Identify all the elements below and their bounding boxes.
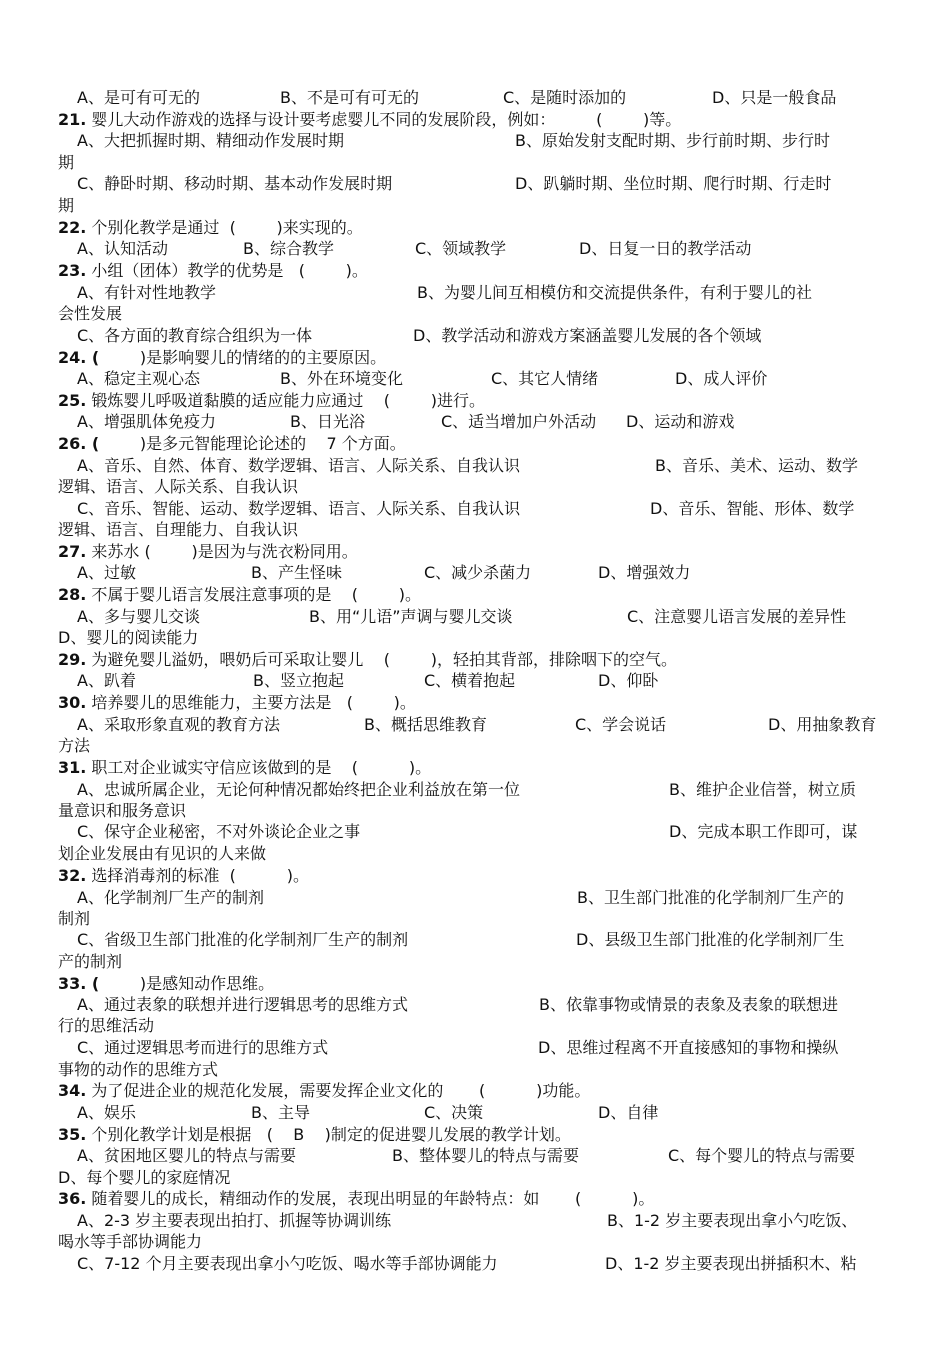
question-text: 随着婴儿的成长，精细动作的发展，表现出明显的年龄特点：如 ( )。 [86,1189,655,1208]
question-text: 婴儿大动作游戏的选择与设计要考虑婴儿不同的发展阶段，例如： ( )等。 [86,110,682,129]
continuation-line: D、每个婴儿的家庭情况 [58,1168,231,1187]
option-choice: A、增强肌体免疫力 [77,412,216,431]
continuation-line: 产的制剂 [58,952,123,971]
option-choice: A、贫困地区婴儿的特点与需要 [77,1146,296,1165]
option-choice: C、减少杀菌力 [424,563,532,582]
option-choice: A、化学制剂厂生产的制剂 [77,888,264,907]
option-choice: A、有针对性地教学 [77,283,216,302]
option-choice: B、外在环境变化 [280,369,403,388]
question-text: 不属于婴儿语言发展注意事项的是 ( )。 [86,585,421,604]
option-choice: D、完成本职工作即可，谋 [669,822,858,841]
option-choice: A、忠诚所属企业，无论何种情况都始终把企业利益放在第一位 [77,780,520,799]
question-line [58,585,421,605]
option-choice: D、1-2 岁主要表现出拼插积木、粘 [605,1254,857,1273]
question-line [58,1125,571,1145]
question-line [58,110,681,130]
question-text: 小组（团体）教学的优势是 ( )。 [86,261,368,280]
option-choice: C、省级卫生部门批准的化学制剂厂生产的制剂 [77,930,409,949]
option-choice: D、仰卧 [598,671,659,690]
option-choice: B、主导 [251,1103,310,1122]
option-choice: D、只是一般食品 [712,88,837,107]
option-choice: C、适当增加户外活动 [441,412,597,431]
option-choice: B、概括思维教育 [364,715,487,734]
option-choice: C、7-12 个月主要表现出拿小勺吃饭、喝水等手部协调能力 [77,1254,498,1273]
option-choice: D、自律 [598,1103,659,1122]
option-choice: D、运动和游戏 [626,412,735,431]
question-line [58,1081,590,1101]
option-choice: A、通过表象的联想并进行逻辑思考的思维方式 [77,995,408,1014]
continuation-line: 量意识和服务意识 [58,801,187,820]
question-text: 选择消毒剂的标准 ( )。 [86,866,309,885]
question-text: 锻炼婴儿呼吸道黏膜的适应能力应通过 ( )进行。 [86,391,485,410]
option-choice: B、日光浴 [290,412,365,431]
question-line [58,434,406,454]
option-choice: A、过敏 [77,563,136,582]
option-choice: B、卫生部门批准的化学制剂厂生产的 [577,888,844,907]
continuation-line: 方法 [58,736,91,755]
option-choice: C、注意婴儿语言发展的差异性 [627,607,847,626]
continuation-line: 会性发展 [58,304,123,323]
question-line [58,1189,654,1209]
option-choice: A、是可有可无的 [77,88,200,107]
option-choice: D、趴躺时期、坐位时期、爬行时期、行走时 [515,174,832,193]
option-choice: D、成人评价 [675,369,768,388]
continuation-line: D、婴儿的阅读能力 [58,628,199,647]
question-line [58,218,363,238]
continuation-line: 制剂 [58,909,91,928]
question-text: 为了促进企业的规范化发展，需要发挥企业文化的 ( )功能。 [86,1081,591,1100]
option-choice: B、1-2 岁主要表现出拿小勺吃饭、 [607,1211,858,1230]
question-line [58,758,431,778]
question-number: 27. [58,542,87,561]
continuation-line: 逻辑、语言、人际关系、自我认识 [58,477,299,496]
question-number: 26. ( [58,434,100,453]
question-number: 21. [58,110,87,129]
option-choice: C、决策 [424,1103,484,1122]
option-choice: B、用“儿语”声调与婴儿交谈 [309,607,513,626]
question-number: 22. [58,218,87,237]
option-choice: B、竖立抱起 [253,671,344,690]
question-line [58,650,677,670]
question-number: 33. ( [58,974,100,993]
question-line [58,542,358,562]
question-text: 来苏水 ( )是因为与洗衣粉同用。 [86,542,358,561]
option-choice: C、横着抱起 [424,671,516,690]
question-line [58,974,274,994]
option-choice: D、日复一日的教学活动 [579,239,752,258]
option-choice: A、娱乐 [77,1103,136,1122]
option-choice: B、整体婴儿的特点与需要 [392,1146,579,1165]
question-number: 34. [58,1081,87,1100]
option-choice: A、稳定主观心态 [77,369,200,388]
option-choice: D、音乐、智能、形体、数学 [650,499,855,518]
option-choice: D、增强效力 [598,563,691,582]
question-text: 为避免婴儿溢奶，喂奶后可采取让婴儿 ( )，轻拍其背部，排除咽下的空气。 [86,650,677,669]
question-line [58,261,368,281]
option-choice: B、音乐、美术、运动、数学 [655,456,858,475]
option-choice: C、音乐、智能、运动、数学逻辑、语言、人际关系、自我认识 [77,499,521,518]
option-choice: B、原始发射支配时期、步行前时期、步行时 [515,131,830,150]
question-number: 31. [58,758,87,777]
continuation-line: 逻辑、语言、自理能力、自我认识 [58,520,299,539]
option-choice: C、领域教学 [415,239,507,258]
option-choice: B、产生怪味 [251,563,342,582]
option-choice: C、其它人情绪 [491,369,599,388]
option-choice: C、各方面的教育综合组织为一体 [77,326,313,345]
option-choice: A、音乐、自然、体育、数学逻辑、语言、人际关系、自我认识 [77,456,520,475]
question-number: 32. [58,866,87,885]
continuation-line: 期 [58,196,75,215]
question-text: )是感知动作思维。 [99,974,275,993]
option-choice: D、教学活动和游戏方案涵盖婴儿发展的各个领域 [413,326,762,345]
continuation-line: 事物的动作的思维方式 [58,1060,219,1079]
question-text: 个别化教学是通过 ( )来实现的。 [86,218,363,237]
option-choice: C、学会说话 [575,715,667,734]
option-choice: D、思维过程离不开直接感知的事物和操纵 [538,1038,839,1057]
question-number: 35. [58,1125,87,1144]
continuation-line: 划企业发展由有见识的人来做 [58,844,267,863]
option-choice: A、采取形象直观的教育方法 [77,715,280,734]
question-text: )是多元智能理论论述的 7 个方面。 [99,434,406,453]
question-line [58,866,309,886]
question-text: 职工对企业诚实守信应该做到的是 ( )。 [86,758,432,777]
question-number: 30. [58,693,87,712]
option-choice: A、趴着 [77,671,136,690]
question-line [58,348,386,368]
option-choice: A、2-3 岁主要表现出拍打、抓握等协调训练 [77,1211,392,1230]
question-line [58,391,485,411]
option-choice: B、维护企业信誉，树立质 [669,780,856,799]
question-text: 个别化教学计划是根据 ( B )制定的促进婴儿发展的教学计划。 [86,1125,571,1144]
option-choice: C、每个婴儿的特点与需要 [668,1146,856,1165]
option-choice: C、静卧时期、移动时期、基本动作发展时期 [77,174,393,193]
question-number: 24. ( [58,348,100,367]
option-choice: A、认知活动 [77,239,168,258]
option-choice: B、依靠事物或情景的表象及表象的联想进 [539,995,838,1014]
option-choice: D、用抽象教育 [768,715,877,734]
option-choice: C、是随时添加的 [503,88,627,107]
continuation-line: 喝水等手部协调能力 [58,1232,203,1251]
question-text: 培养婴儿的思维能力，主要方法是 ( )。 [86,693,416,712]
option-choice: C、通过逻辑思考而进行的思维方式 [77,1038,329,1057]
option-choice: B、综合教学 [243,239,334,258]
question-number: 29. [58,650,87,669]
question-text: )是影响婴儿的情绪的的主要原因。 [99,348,387,367]
option-choice: C、保守企业秘密，不对外谈论企业之事 [77,822,361,841]
option-choice: A、大把抓握时期、精细动作发展时期 [77,131,344,150]
continuation-line: 行的思维活动 [58,1016,155,1035]
question-number: 28. [58,585,87,604]
option-choice: D、县级卫生部门批准的化学制剂厂生 [576,930,845,949]
question-number: 36. [58,1189,87,1208]
question-number: 25. [58,391,87,410]
continuation-line: 期 [58,153,75,172]
question-number: 23. [58,261,87,280]
option-choice: A、多与婴儿交谈 [77,607,200,626]
option-choice: B、不是可有可无的 [280,88,419,107]
option-choice: B、为婴儿间互相模仿和交流提供条件，有利于婴儿的社 [417,283,812,302]
question-line [58,693,416,713]
